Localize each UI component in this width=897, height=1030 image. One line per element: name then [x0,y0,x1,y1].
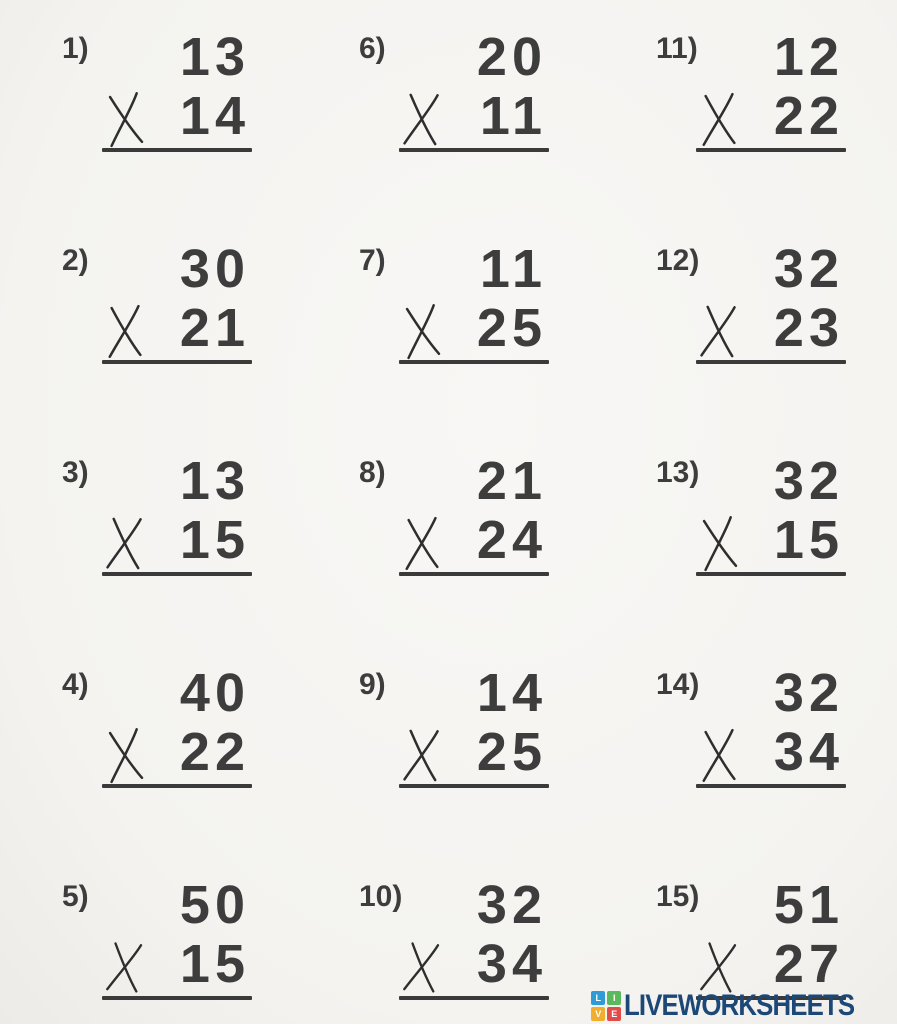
multiply-icon [401,513,445,573]
multiplicand: 40 [179,663,250,723]
multiplicand: 13 [179,27,250,87]
multiplier: 34 [773,722,844,782]
problem-number: 1) [62,32,89,65]
problem-number: 12) [656,244,700,277]
multiplier-row [696,510,846,570]
problem-body [399,658,549,788]
multiply-icon [698,89,742,149]
multiplier: 15 [179,510,250,570]
multiplier-row [696,934,846,994]
multiply-icon [104,301,148,361]
multiplier-row [696,722,846,782]
multiplier: 22 [773,86,844,146]
multiplier: 24 [476,510,547,570]
multiplication-problem [48,234,345,446]
multiply-icon [698,937,742,997]
problem-body [696,22,846,152]
problem-body [399,234,549,364]
multiplication-problem [345,658,642,870]
multiplier-row [696,298,846,358]
multiplier: 11 [479,86,547,146]
multiply-icon [698,301,742,361]
multiplier-row [399,934,549,994]
problem-body [399,22,549,152]
multiply-icon [698,725,742,785]
problem-body [102,870,252,1000]
problem-number: 14) [656,668,700,701]
problem-number: 2) [62,244,89,277]
problem-body [102,22,252,152]
multiplier-row [102,510,252,570]
logo-square-l: L [591,991,605,1005]
problem-number: 8) [359,456,386,489]
multiply-icon [401,937,445,997]
multiplier-row [399,298,549,358]
multiply-icon [698,513,742,573]
multiplication-problem [345,234,642,446]
multiplication-problem [48,658,345,870]
multiplicand: 32 [773,663,844,723]
problem-number: 3) [62,456,89,489]
problem-number: 7) [359,244,386,277]
multiplier-row [102,298,252,358]
problem-body [696,446,846,576]
multiplicand: 13 [179,451,250,511]
multiplier: 21 [179,298,250,358]
multiplier-row [102,722,252,782]
multiplier: 22 [179,722,250,782]
problem-number: 4) [62,668,89,701]
multiplicand: 32 [773,451,844,511]
multiply-icon [104,513,148,573]
multiplication-problem [48,870,345,1030]
liveworksheets-logo-text: LIVEWORKSHEETS [624,989,855,1022]
problem-number: 6) [359,32,386,65]
problem-body [696,870,846,1000]
multiply-icon [104,89,148,149]
multiplicand: 12 [773,27,844,87]
multiplication-problem [48,22,345,234]
multiplier: 23 [773,298,844,358]
problems-grid [48,22,897,1030]
problem-number: 5) [62,880,89,913]
multiply-icon [104,937,148,997]
problem-body [102,234,252,364]
multiplication-problem [642,22,897,234]
multiply-icon [401,89,445,149]
multiplier-row [696,86,846,146]
multiplier-row [102,86,252,146]
multiplier: 15 [179,934,250,994]
multiplier: 27 [773,934,844,994]
multiplicand: 11 [479,239,547,299]
multiplier-row [399,86,549,146]
multiplication-problem [642,234,897,446]
multiplicand: 21 [476,451,547,511]
problem-body [102,446,252,576]
problem-number: 13) [656,456,700,489]
logo-square-v: V [591,1007,605,1021]
multiplier-row [399,510,549,570]
multiply-icon [104,725,148,785]
multiplier-row [399,722,549,782]
problem-number: 11) [656,32,698,65]
multiplication-problem [48,446,345,658]
multiplier-row [102,934,252,994]
liveworksheets-logo-icon [591,991,621,1021]
problem-body [399,446,549,576]
multiplier: 15 [773,510,844,570]
problem-number: 10) [359,880,403,913]
multiplication-problem [642,658,897,870]
multiplier: 14 [179,86,250,146]
logo-square-e: E [607,1007,621,1021]
multiplicand: 30 [179,239,250,299]
multiplicand: 51 [773,875,844,935]
multiplication-problem [345,22,642,234]
multiplicand: 50 [179,875,250,935]
multiplicand: 20 [476,27,547,87]
multiplication-problem [642,446,897,658]
problem-number: 15) [656,880,700,913]
logo-square-i: I [607,991,621,1005]
problem-body [696,234,846,364]
problem-body [696,658,846,788]
multiplicand: 14 [476,663,547,723]
multiplicand: 32 [773,239,844,299]
multiply-icon [401,725,445,785]
problem-body [399,870,549,1000]
multiply-icon [401,301,445,361]
multiplier: 34 [476,934,547,994]
problem-body [102,658,252,788]
multiplicand: 32 [476,875,547,935]
problem-number: 9) [359,668,386,701]
multiplier: 25 [476,722,547,782]
multiplier: 25 [476,298,547,358]
liveworksheets-logo[interactable] [591,989,892,1023]
multiplication-problem [345,446,642,658]
